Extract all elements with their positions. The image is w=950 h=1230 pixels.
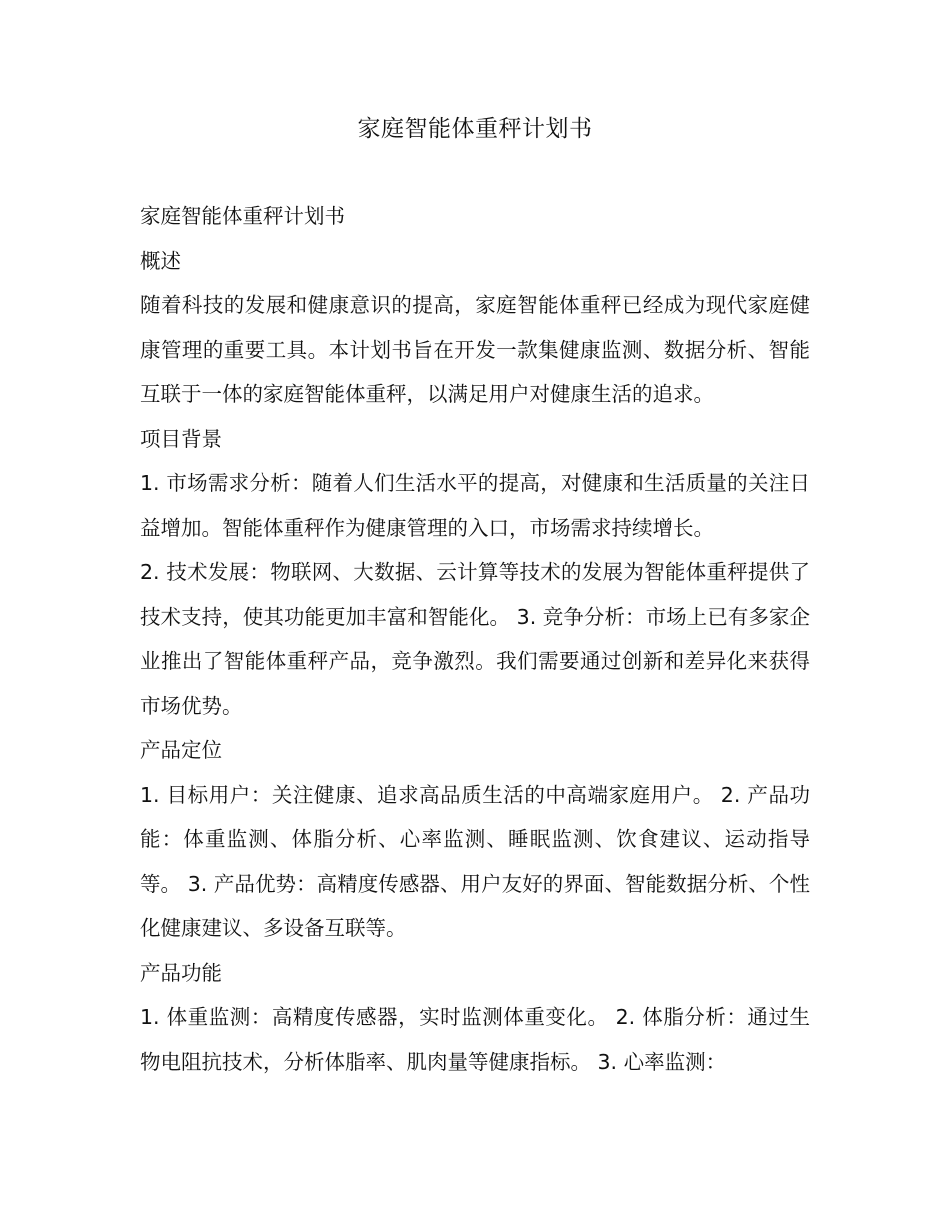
section-heading-positioning: 产品定位 xyxy=(140,738,222,762)
document-title: 家庭智能体重秤计划书 xyxy=(357,116,593,142)
section-heading-background: 项目背景 xyxy=(140,426,222,451)
document-body xyxy=(140,194,810,1084)
background-paragraph-technology: 2. 技术发展：物联网、大数据、云计算等技术的发展为智能体重秤提供了技术支持，使其功能更加丰富和智能化。 3. 竞争分析：市场上已有多家企业推出了智能体重秤产品，竞争激烈。我们需要通过创新和差异化来获得市场优势。 xyxy=(140,560,810,718)
positioning-paragraph: 1. 目标用户：关注健康、追求高品质生活的中高端家庭用户。 2. 产品功能：体重监测、体脂分析、心率监测、睡眠监测、饮食建议、运动指导等。 3. 产品优势：高精度传感器、用户友好的界面、智能数据分析、个性化健康建议、多设备互联等。 xyxy=(140,782,810,940)
overview-paragraph: 随着科技的发展和健康意识的提高，家庭智能体重秤已经成为现代家庭健康管理的重要工具。本计划书旨在开发一款集健康监测、数据分析、智能互联于一体的家庭智能体重秤，以满足用户对健康生活的追求。 xyxy=(140,293,810,406)
features-paragraph: 1. 体重监测：高精度传感器，实时监测体重变化。 2. 体脂分析：通过生物电阻抗技术，分析体脂率、肌肉量等健康指标。 3. 心率监测： xyxy=(140,1005,810,1074)
section-heading-features: 产品功能 xyxy=(140,960,222,985)
section-heading-overview: 概述 xyxy=(140,248,181,273)
background-paragraph-market: 1. 市场需求分析：随着人们生活水平的提高，对健康和生活质量的关注日益增加。智能体重秤作为健康管理的入口，市场需求持续增长。 xyxy=(140,471,810,540)
document-subtitle: 家庭智能体重秤计划书 xyxy=(140,204,345,228)
